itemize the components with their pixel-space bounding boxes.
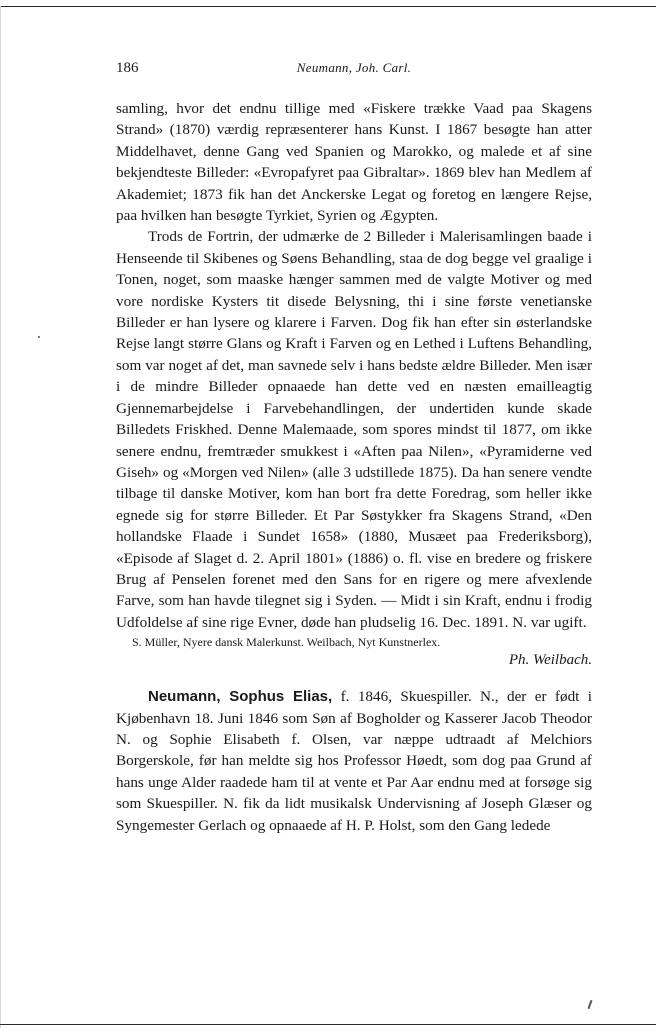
- scan-edge-line: [0, 6, 1, 1028]
- bottom-border-rule: [0, 1024, 656, 1025]
- page-number: 186: [116, 60, 139, 76]
- biography-entry: [116, 686, 592, 836]
- entry-headword: Neumann, Sophus Elias,: [148, 688, 333, 706]
- book-page: [116, 60, 592, 836]
- page-body: [116, 98, 592, 836]
- entry-text: f. 1846, Skuespiller. N., der er født i Kjøbenhavn 18. Juni 1846 som Søn af Bogholder og Kasserer Jacob Theodor N. og Sophie Elisabeth f. Olsen, var næppe udtraadt af Melchiors Borgerskole, før han meldte sig hos Professor Høedt, som dog paa Grund af hans unge Alder raadede ham til at vente et Par Aar endnu med at forsøge sig som Skuespiller. N. fik da lidt musikalsk Undervisning af Joseph Glæser og Syngemester Gerlach og opnaaede af H. P. Holst, som den Gang ledede: [116, 688, 592, 834]
- article-paragraph: Trods de Fortrin, der udmærke de 2 Billeder i Malerisamlingen baade i Henseende til Skibenes og Søens Behandling, staa de dog begge vel graalige i Tonen, noget, som maaske hænger sammen med de valgte Motiver og med vore nordiske Kysters tit disede Belysning, thi i sine første venetianske Billeder er han lysere og klarere i Farven. Dog fik han efter sin østerlandske Rejse langt større Glans og Kraft i Farven og en Lethed i Luftens Behandling, som var noget af det, man savnede selv i hans bedste ældre Billeder. Men især i de mindre Billeder opnaaede han dette ved en næsten emailleagtig Gjennemarbejdelse i Farvebehandlingen, der undertiden kunde skade Billedets Friskhed. Denne Malemaade, som spores mindst til 1877, om ikke senere endnu, fremtræder smukkest i «Aften paa Nilen», «Pyramiderne ved Giseh» og «Morgen ved Nilen» (alle 3 udstillede 1875). Da han senere vendte tilbage til danske Motiver, kom han bort fra dette Foredrag, som heller ikke egnede sig for større Billeder. Et Par Søstykker fra Skagens Strand, «Den hollandske Flaade i Sundet 1658» (1880, Musæet paa Frederiksborg), «Episode af Slaget d. 2. April 1801» (1886) o. fl. vise en bredere og friskere Brug af Penselen forenet med den Sans for en rigere og mere afvexlende Farve, som han havde tilegnet sig i Syden. — Midt i sin Kraft, endnu i frodig Udfoldelse af sine rige Evner, døde han pludselig 16. Dec. 1891. N. var ugift.: [116, 228, 592, 631]
- literature-references: S. Müller, Nyere dansk Malerkunst. Weilbach, Nyt Kunstnerlex.: [132, 635, 441, 650]
- scan-mark: [588, 1000, 593, 1009]
- author-signature: Ph. Weilbach.: [508, 652, 592, 669]
- running-header: [116, 60, 592, 82]
- running-title: Neumann, Joh. Carl.: [296, 60, 412, 75]
- scan-speck: [38, 336, 40, 338]
- top-border-rule: [0, 6, 656, 7]
- article-paragraph: samling, hvor det endnu tillige med «Fiskere trække Vaad paa Skagens Strand» (1870) værdig repræsenterer hans Kunst. I 1867 besøgte han atter Middelhavet, denne Gang ved Spanien og Marokko, og malede et af sine bekjendteste Billeder: «Evropafyret paa Gibraltar». 1869 blev han Medlem af Akademiet; 1873 fik han det Anckerske Legat og foretog en længere Rejse, paa hvilken han besøgte Tyrkiet, Syrien og Ægypten.: [116, 100, 592, 225]
